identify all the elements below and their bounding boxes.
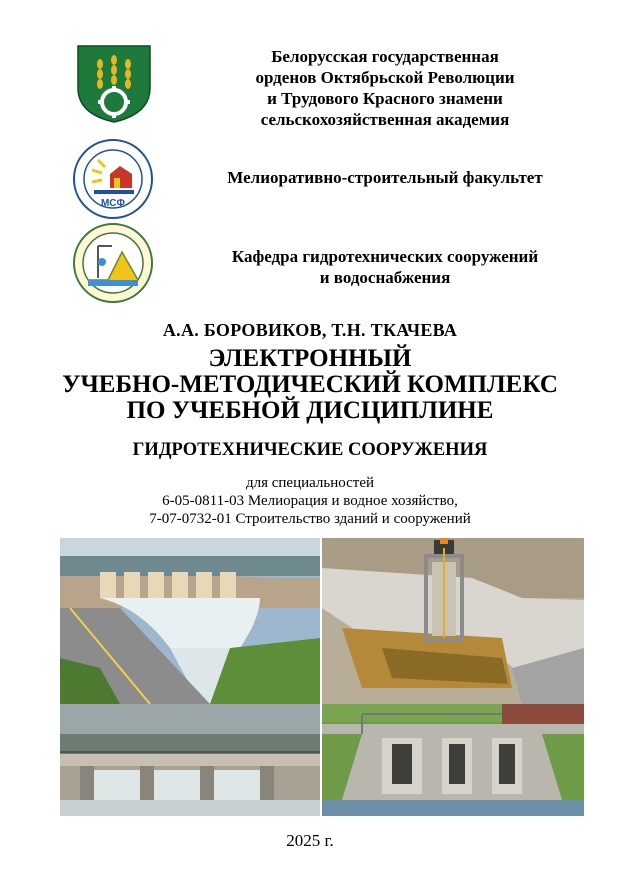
department-logo — [72, 222, 152, 302]
title-line: ЭЛЕКТРОННЫЙ — [208, 345, 412, 372]
canal-gate-photo — [322, 538, 584, 704]
faculty-abbr: МСФ — [100, 198, 126, 209]
faculty-name: Мелиоративно-строительный факультет — [227, 168, 543, 187]
specialty-item: 7-07-0732-01 Строительство зданий и сооружений — [149, 511, 471, 527]
specialties-intro: для специальностей — [245, 475, 375, 491]
regulator-structure-photo — [60, 704, 320, 816]
department-name — [180, 246, 590, 288]
institution-line: и Трудового Красного знамени — [267, 89, 503, 108]
publication-year: 2025 г. — [286, 831, 334, 850]
spillway-channel-photo — [322, 704, 584, 816]
institution-line: орденов Октябрьской Революции — [255, 68, 515, 87]
document-title — [0, 346, 620, 424]
institution-line: Белорусская государственная — [271, 47, 499, 66]
specialties — [0, 474, 620, 528]
faculty-logo — [72, 138, 152, 218]
academy-emblem-logo — [74, 44, 154, 124]
dam-spillway-photo — [60, 538, 320, 704]
specialty-item: 6-05-0811-03 Мелиорация и водное хозяйство, — [162, 493, 458, 509]
department-line: Кафедра гидротехнических сооружений — [231, 247, 539, 266]
title-line: ПО УЧЕБНОЙ ДИСЦИПЛИНЕ — [126, 397, 494, 424]
institution-line: сельскохозяйственная академия — [260, 110, 510, 129]
authors: А.А. БОРОВИКОВ, Т.Н. ТКАЧЕВА — [162, 320, 458, 340]
department-line: и водоснабжения — [319, 268, 451, 287]
title-line: УЧЕБНО-МЕТОДИЧЕСКИЙ КОМПЛЕКС — [62, 371, 558, 398]
discipline-name: ГИДРОТЕХНИЧЕСКИЕ СООРУЖЕНИЯ — [132, 440, 488, 460]
institution-name — [180, 46, 590, 130]
